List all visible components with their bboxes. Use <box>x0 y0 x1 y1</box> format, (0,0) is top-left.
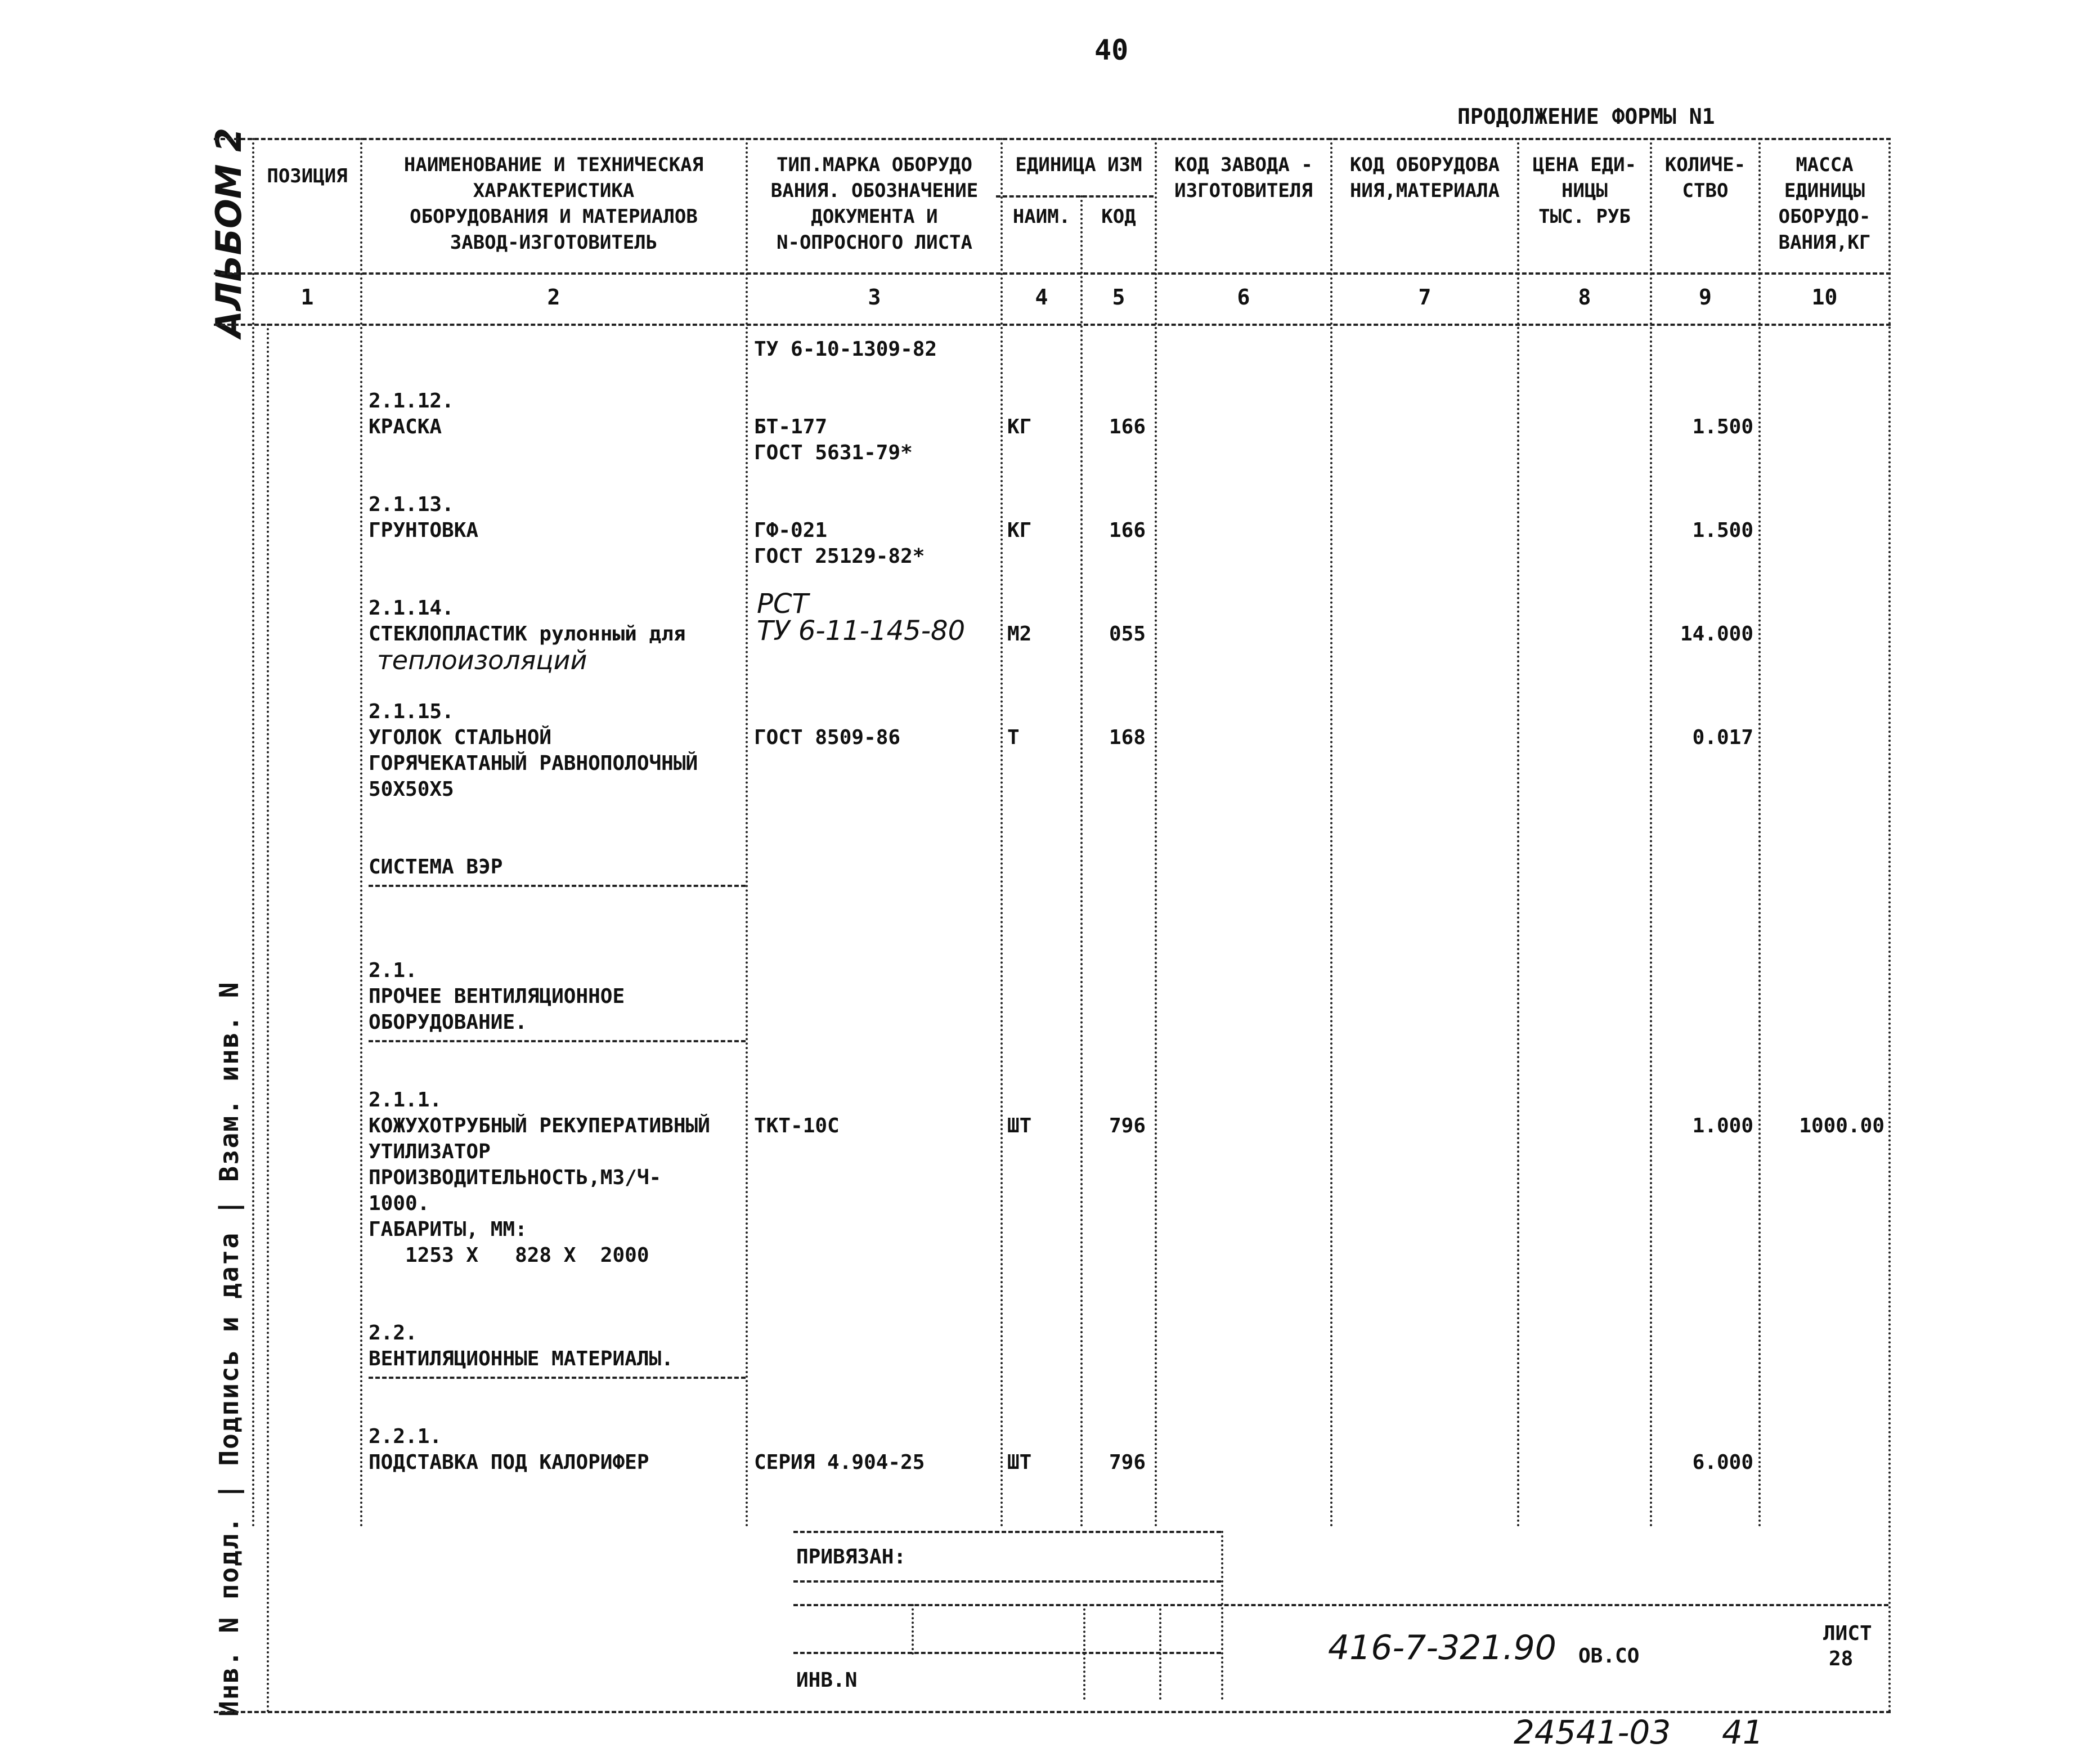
row-20-mass: 1000.00 <box>1799 1114 1884 1137</box>
header-type-line-3: ДОКУМЕНТА И <box>811 205 938 228</box>
table-top-border <box>214 138 1891 140</box>
header-equipment-code <box>1332 152 1517 204</box>
header-mass-line-3: ОБОРУДО- <box>1778 205 1871 228</box>
header-mass-line-1: МАССА <box>1796 154 1854 176</box>
header-unit-name: НАИМ. <box>1012 205 1071 228</box>
header-price-line-3: ТЫС. РУБ <box>1538 205 1631 228</box>
row-14-name: 50Х50Х5 <box>369 778 454 801</box>
header-name <box>362 152 745 256</box>
row-9-doc: ТУ 6-11-145-80 <box>757 615 966 647</box>
section-underline-3 <box>369 1377 746 1379</box>
header-unit: ЕДИНИЦА ИЗМ <box>1015 154 1142 176</box>
row-17-name: ПРОЧЕЕ ВЕНТИЛЯЦИОННОЕ <box>369 985 625 1008</box>
header-mass <box>1761 152 1888 256</box>
header-quantity-line-1: КОЛИЧЕ- <box>1664 154 1746 176</box>
col-sep-6 <box>1155 138 1157 1528</box>
row-3-code: 166 <box>1109 415 1146 438</box>
header-price-line-1: ЦЕНА ЕДИ- <box>1532 154 1637 176</box>
header-quantity <box>1652 152 1758 204</box>
header-plant-line-1: КОД ЗАВОДА - <box>1174 154 1313 176</box>
row-21-name: УТИЛИЗАТОР <box>369 1140 491 1163</box>
unit-subdivider <box>996 195 1154 198</box>
page-number: 40 <box>1094 34 1129 66</box>
section-underline-2 <box>369 1040 746 1042</box>
row-1-doc: ТУ 6-10-1309-82 <box>754 338 937 361</box>
col-num-1: 1 <box>300 285 314 310</box>
table-right-border <box>1888 138 1891 1714</box>
header-unit-code: КОД <box>1101 205 1136 228</box>
titleblock-sep-3 <box>1083 1604 1085 1700</box>
col-num-3: 3 <box>868 285 881 310</box>
row-12-qty: 0.017 <box>1692 726 1753 749</box>
col-num-10: 10 <box>1811 285 1838 310</box>
header-plant-line-2: ИЗГОТОВИТЕЛЯ <box>1174 180 1313 202</box>
row-6-qty: 1.500 <box>1692 519 1753 542</box>
inv-label: ИНВ.N <box>796 1669 858 1692</box>
col-sep-8 <box>1517 138 1519 1528</box>
col-num-5: 5 <box>1112 285 1125 310</box>
row-10-name: теплоизоляций <box>377 645 587 675</box>
doc-code: 416-7-321.90 <box>1328 1628 1556 1668</box>
titleblock-line-1 <box>793 1580 1221 1583</box>
col-num-7: 7 <box>1418 285 1432 310</box>
privyazan-label: ПРИВЯЗАН: <box>796 1545 907 1569</box>
row-28-name: 2.2.1. <box>369 1425 442 1448</box>
col-sep-5 <box>1080 195 1083 1528</box>
col-num-9: 9 <box>1699 285 1712 310</box>
row-29-doc: СЕРИЯ 4.904-25 <box>754 1451 925 1474</box>
row-6-code: 166 <box>1109 519 1146 542</box>
col-sep-2 <box>360 138 362 1528</box>
header-mass-line-4: ВАНИЯ,КГ <box>1778 231 1871 254</box>
row-9-name: СТЕКЛОПЛАСТИК рулонный для <box>369 622 686 646</box>
row-20-doc: ТКТ-10С <box>754 1114 840 1137</box>
header-quantity-line-2: СТВО <box>1682 180 1729 202</box>
header-name-line-3: ОБОРУДОВАНИЯ И МАТЕРИАЛОВ <box>410 205 698 228</box>
row-12-code: 168 <box>1109 726 1146 749</box>
header-plant-code <box>1157 152 1330 204</box>
row-25-name: 1253 Х 828 Х 2000 <box>369 1244 649 1267</box>
row-29-unit: ШТ <box>1007 1451 1032 1474</box>
row-6-name: ГРУНТОВКА <box>369 519 479 542</box>
row-20-qty: 1.000 <box>1692 1114 1753 1137</box>
col-num-4: 4 <box>1035 285 1048 310</box>
row-29-name: ПОДСТАВКА ПОД КАЛОРИФЕР <box>369 1451 649 1474</box>
row-24-name: ГАБАРИТЫ, ММ: <box>369 1218 527 1241</box>
bottom-sheet: 41 <box>1722 1713 1764 1751</box>
header-position: ПОЗИЦИЯ <box>267 165 348 187</box>
row-29-code: 796 <box>1109 1451 1146 1474</box>
header-divider <box>214 272 1891 275</box>
col-sep-9 <box>1650 138 1652 1528</box>
row-20-name: КОЖУХОТРУБНЫЙ РЕКУПЕРАТИВНЫЙ <box>369 1114 710 1137</box>
section-underline-1 <box>369 885 746 887</box>
album-label: АЛЬБОМ 2 <box>208 127 249 338</box>
row-2-name: 2.1.12. <box>369 389 454 413</box>
col-sep-3 <box>746 138 748 1528</box>
row-19-name: 2.1.1. <box>369 1088 442 1112</box>
row-11-name: 2.1.15. <box>369 700 454 723</box>
sheet-number: 28 <box>1829 1647 1854 1670</box>
row-12-doc: ГОСТ 8509-86 <box>754 726 901 749</box>
header-price <box>1519 152 1650 230</box>
header-price-line-2: НИЦЫ <box>1561 180 1608 202</box>
row-16-name: 2.1. <box>369 959 418 982</box>
titleblock-line-2 <box>793 1604 1888 1606</box>
header-type-line-2: ВАНИЯ. ОБОЗНАЧЕНИЕ <box>770 180 979 202</box>
row-8-doc: РСТ <box>757 588 809 620</box>
row-22-name: ПРОИЗВОДИТЕЛЬНОСТЬ,М3/Ч- <box>369 1166 662 1189</box>
row-12-unit: Т <box>1007 726 1020 749</box>
header-equipment-line-2: НИЯ,МАТЕРИАЛА <box>1349 180 1500 202</box>
titleblock-sep-4 <box>1159 1604 1161 1700</box>
col-sep-4 <box>1000 138 1003 1528</box>
row-13-name: ГОРЯЧЕКАТАНЫЙ РАВНОПОЛОЧНЫЙ <box>369 752 698 775</box>
col-sep-10 <box>1758 138 1761 1528</box>
table-left-border <box>267 324 269 1714</box>
side-stamp: Инв. N подл. | Подпись и дата | Взам. инв. N <box>214 981 244 1717</box>
titleblock-top <box>793 1531 1221 1533</box>
row-9-code: 055 <box>1109 622 1146 646</box>
header-mass-line-2: ЕДИНИЦЫ <box>1784 180 1865 202</box>
titleblock-sep-2 <box>912 1604 914 1655</box>
header-type-mark <box>748 152 1000 256</box>
row-12-name: УГОЛОК СТАЛЬНОЙ <box>369 726 552 749</box>
row-20-code: 796 <box>1109 1114 1146 1137</box>
row-23-name: 1000. <box>369 1192 430 1215</box>
row-6-doc: ГФ-021 <box>754 519 828 542</box>
row-9-qty: 14.000 <box>1680 622 1753 646</box>
header-name-line-1: НАИМЕНОВАНИЕ И ТЕХНИЧЕСКАЯ <box>403 154 704 176</box>
col-num-8: 8 <box>1578 285 1591 310</box>
row-6-unit: КГ <box>1007 519 1032 542</box>
row-3-unit: КГ <box>1007 415 1032 438</box>
doc-suffix: ОВ.СО <box>1578 1645 1640 1668</box>
col-sep-7 <box>1330 138 1332 1528</box>
row-3-doc: БТ-177 <box>754 415 828 438</box>
row-26-name: 2.2. <box>369 1321 418 1345</box>
row-3-name: КРАСКА <box>369 415 442 438</box>
row-8-name: 2.1.14. <box>369 597 454 620</box>
bottom-number: 24541-03 <box>1514 1713 1671 1751</box>
col-sep-1 <box>252 138 254 1528</box>
header-name-line-4: ЗАВОД-ИЗГОТОВИТЕЛЬ <box>450 231 658 254</box>
header-name-line-2: ХАРАКТЕРИСТИКА <box>473 180 635 202</box>
continuation-title: ПРОДОЛЖЕНИЕ ФОРМЫ N1 <box>1457 104 1715 129</box>
row-5-name: 2.1.13. <box>369 493 454 516</box>
header-bottom-border <box>214 324 1891 326</box>
titleblock-sep <box>1221 1531 1223 1700</box>
row-7-doc: ГОСТ 25129-82* <box>754 545 925 568</box>
row-3-qty: 1.500 <box>1692 415 1753 438</box>
row-15-name: СИСТЕМА ВЭР <box>369 855 503 879</box>
header-equipment-line-1: КОД ОБОРУДОВА <box>1349 154 1500 176</box>
titleblock-line-3 <box>793 1652 1221 1654</box>
col-num-2: 2 <box>547 285 560 310</box>
row-4-doc: ГОСТ 5631-79* <box>754 441 913 464</box>
header-type-line-4: N-ОПРОСНОГО ЛИСТА <box>777 231 972 254</box>
row-20-unit: ШТ <box>1007 1114 1032 1137</box>
col-num-6: 6 <box>1237 285 1250 310</box>
row-27-name: ВЕНТИЛЯЦИОННЫЕ МАТЕРИАЛЫ. <box>369 1347 674 1370</box>
header-type-line-1: ТИП.МАРКА ОБОРУДО <box>777 154 972 176</box>
sheet-label: ЛИСТ <box>1823 1622 1872 1645</box>
row-29-qty: 6.000 <box>1692 1451 1753 1474</box>
row-9-unit: М2 <box>1007 622 1032 646</box>
row-18-name: ОБОРУДОВАНИЕ. <box>369 1011 527 1034</box>
